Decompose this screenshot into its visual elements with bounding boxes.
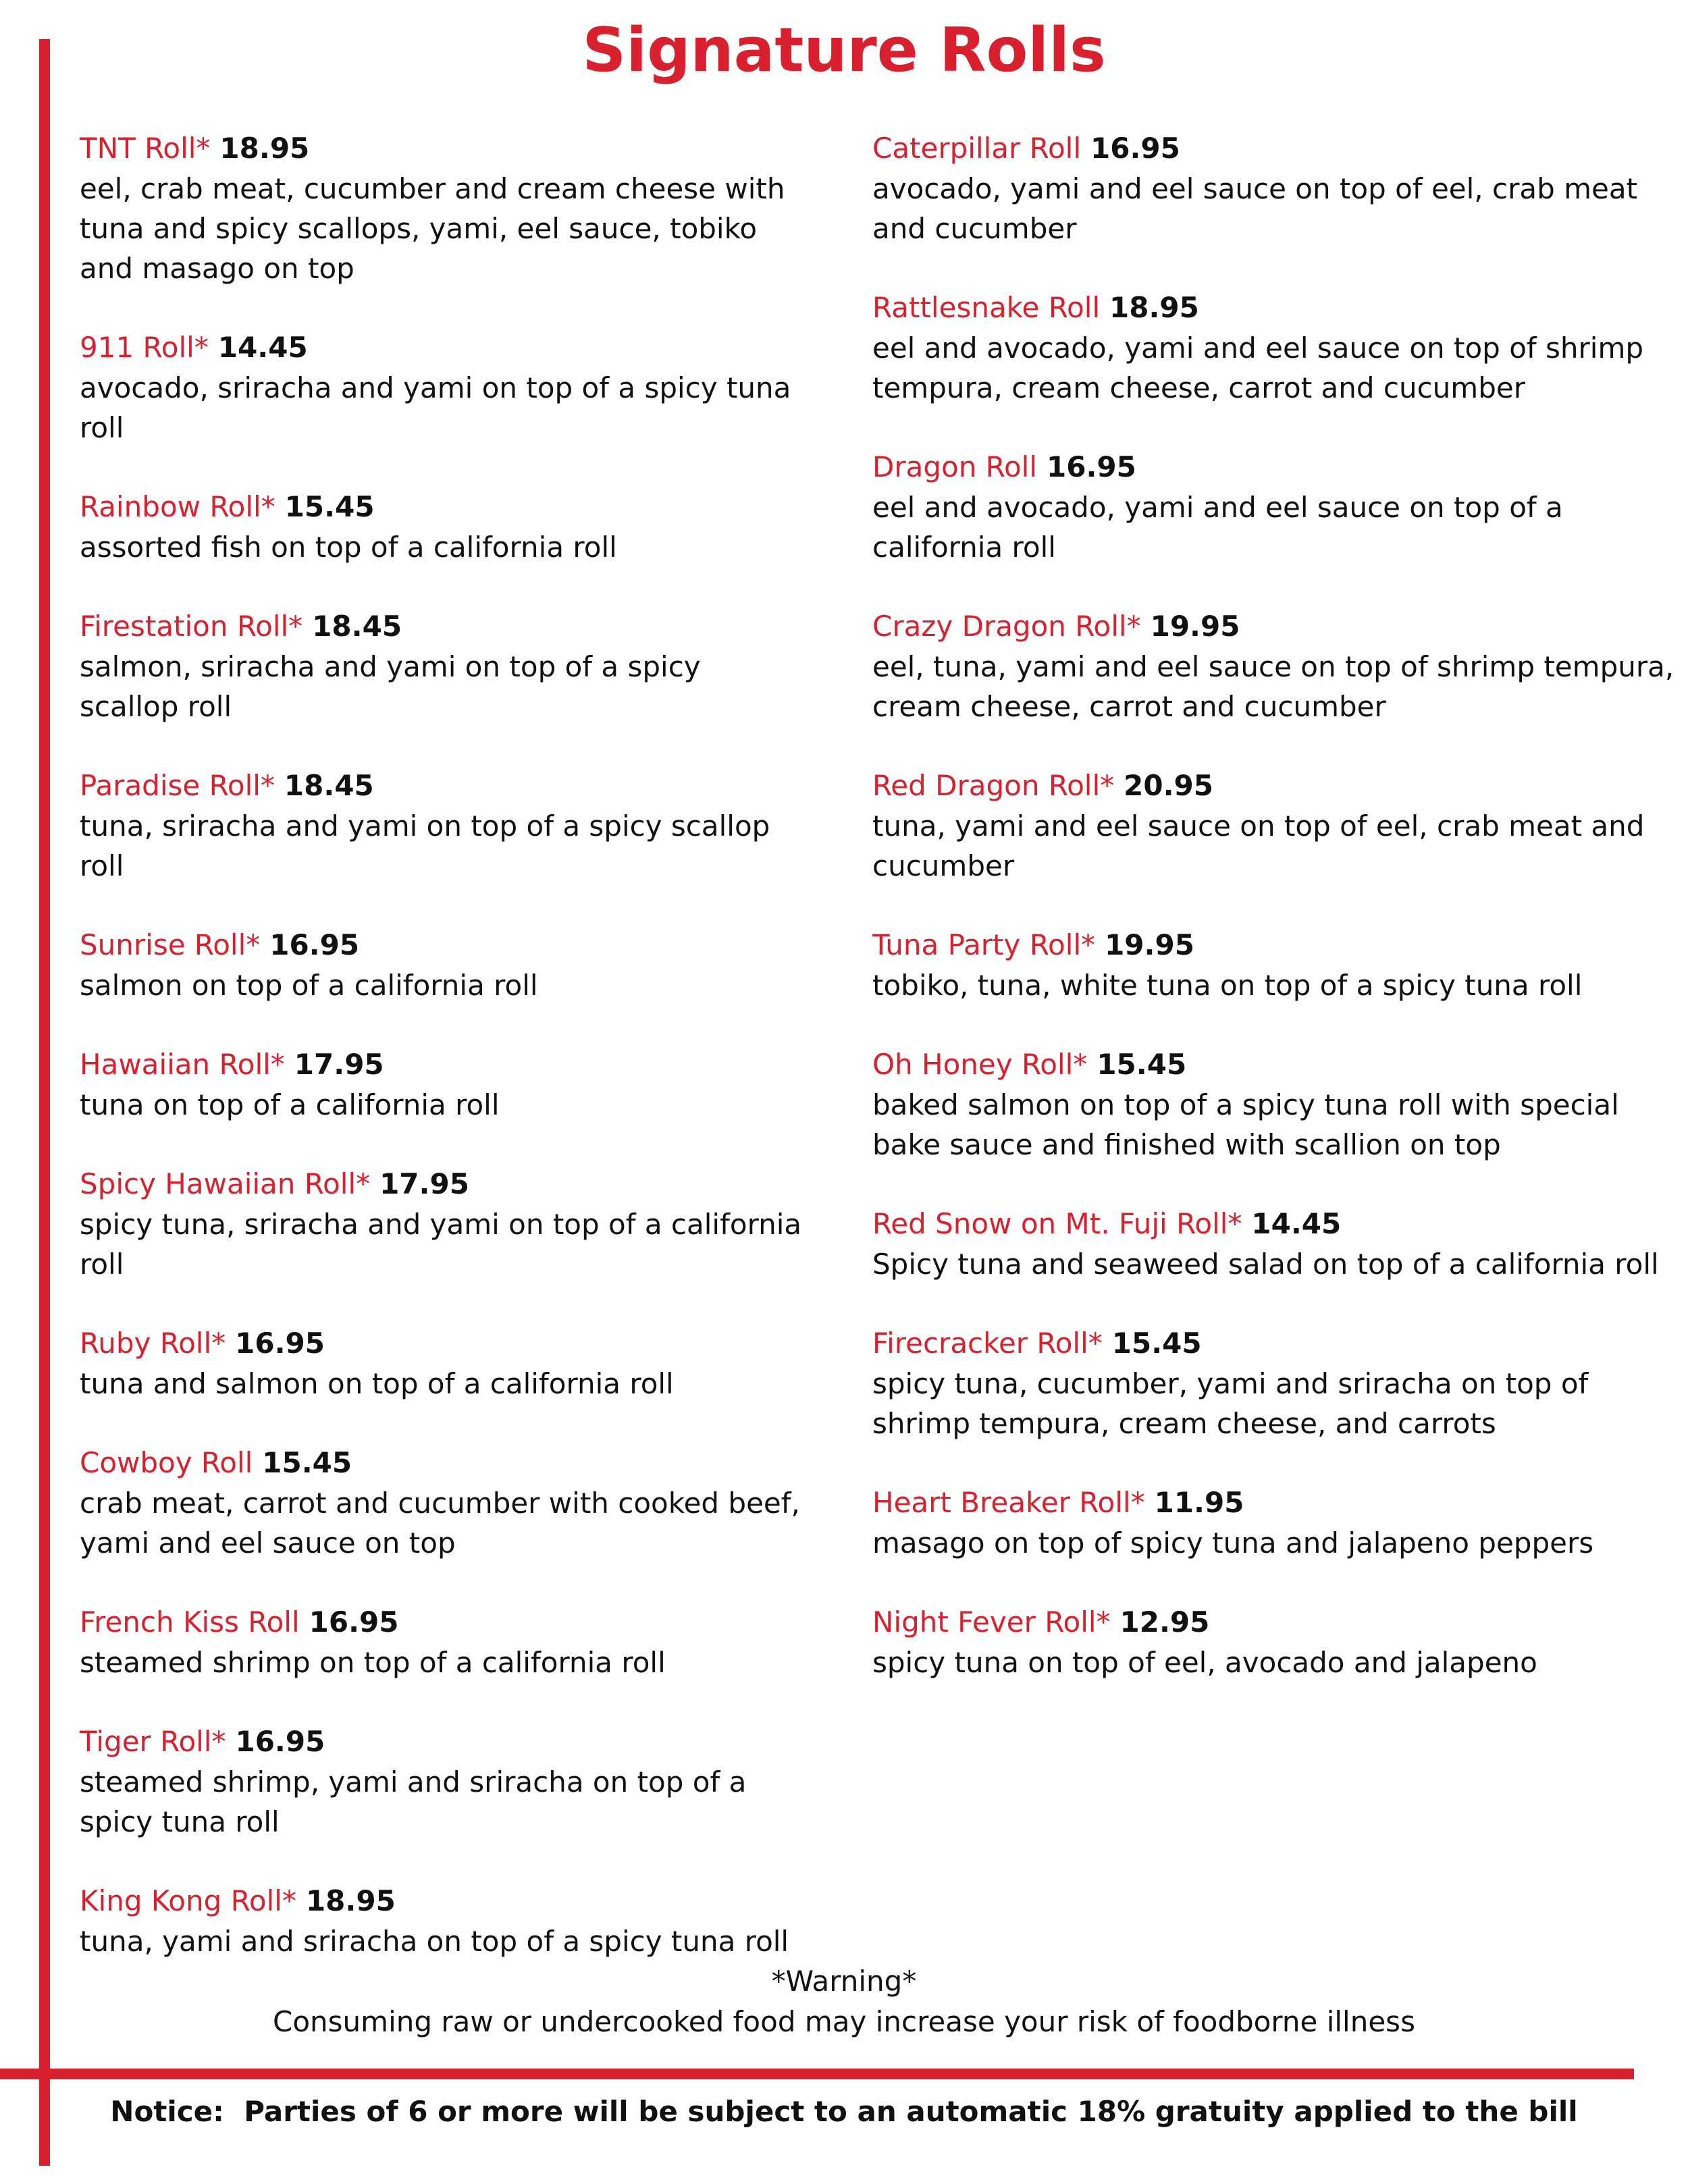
menu-item (872, 1204, 1676, 1284)
menu-item (872, 288, 1676, 408)
menu-item (872, 1602, 1676, 1682)
item-name: TNT Roll* (80, 132, 211, 165)
item-price: 18.95 (219, 132, 310, 165)
menu-item (872, 447, 1676, 567)
item-name: Firecracker Roll* (872, 1327, 1103, 1360)
menu-item (80, 1602, 802, 1682)
menu-item (872, 1044, 1676, 1165)
item-description: tobiko, tuna, white tuna on top of a spicy tuna roll (872, 969, 1583, 1002)
food-safety-warning (0, 1961, 1688, 2042)
item-price: 16.95 (269, 928, 360, 961)
item-name: Paradise Roll* (80, 769, 275, 802)
item-name: Red Dragon Roll* (872, 769, 1115, 802)
item-description: eel and avocado, yami and eel sauce on top of a california roll (872, 491, 1563, 564)
menu-item (872, 1323, 1676, 1443)
menu-item (872, 1483, 1676, 1563)
item-description: spicy tuna, cucumber, yami and sriracha on top of shrimp tempura, cream cheese, and carrots (872, 1367, 1589, 1440)
item-description: tuna on top of a california roll (80, 1088, 500, 1121)
item-name: Firestation Roll* (80, 610, 303, 643)
item-name: Rattlesnake Roll (872, 291, 1101, 324)
item-name: Ruby Roll* (80, 1327, 226, 1360)
accent-vertical-rule (39, 39, 50, 2166)
menu-item (80, 1722, 802, 1842)
item-price: 15.45 (1111, 1327, 1202, 1360)
item-description: tuna, yami and eel sauce on top of eel, crab meat and cucumber (872, 809, 1645, 882)
menu-item (872, 766, 1676, 886)
accent-horizontal-rule (0, 2069, 1634, 2079)
menu-item (80, 327, 802, 448)
item-description: steamed shrimp on top of a california roll (80, 1646, 666, 1679)
item-price: 11.95 (1154, 1486, 1244, 1519)
item-price: 19.95 (1150, 610, 1240, 643)
item-name: Crazy Dragon Roll* (872, 610, 1141, 643)
item-description: baked salmon on top of a spicy tuna roll with special bake sauce and finished with scallion on top (872, 1088, 1619, 1161)
item-description: crab meat, carrot and cucumber with cooked beef, yami and eel sauce on top (80, 1487, 800, 1560)
item-description: masago on top of spicy tuna and jalapeno peppers (872, 1526, 1594, 1560)
item-price: 15.45 (284, 490, 375, 523)
item-name: Hawaiian Roll* (80, 1048, 285, 1081)
menu-item (80, 1443, 802, 1563)
item-name: Dragon Roll (872, 450, 1038, 483)
item-price: 16.95 (1047, 450, 1136, 483)
item-price: 19.95 (1105, 928, 1194, 961)
item-name: Tiger Roll* (80, 1725, 226, 1758)
item-name: Cowboy Roll (80, 1446, 253, 1479)
menu-item (80, 128, 802, 288)
item-price: 16.95 (235, 1327, 325, 1360)
item-description: assorted fish on top of a california roll (80, 531, 617, 564)
menu-item (80, 487, 802, 567)
item-price: 17.95 (294, 1048, 384, 1081)
item-name: 911 Roll* (80, 331, 209, 364)
item-price: 16.95 (1090, 132, 1180, 165)
item-description: tuna, yami and sriracha on top of a spicy tuna roll (80, 1925, 789, 1958)
item-description: tuna and salmon on top of a california roll (80, 1367, 674, 1400)
item-description: avocado, sriracha and yami on top of a spicy tuna roll (80, 371, 791, 444)
item-price: 15.45 (1097, 1048, 1187, 1081)
item-price: 18.95 (1109, 291, 1199, 324)
menu-item (80, 925, 802, 1005)
item-name: Sunrise Roll* (80, 928, 261, 961)
gratuity-notice: Notice: Parties of 6 or more will be subject to an automatic 18% gratuity applied to the bill (110, 2095, 1578, 2128)
item-name: Rainbow Roll* (80, 490, 275, 523)
item-name: Heart Breaker Roll* (872, 1486, 1145, 1519)
menu-item (872, 606, 1676, 726)
item-price: 14.45 (217, 331, 308, 364)
item-name: French Kiss Roll (80, 1605, 300, 1639)
item-name: Oh Honey Roll* (872, 1048, 1088, 1081)
item-price: 20.95 (1124, 769, 1214, 802)
menu-column-right (872, 128, 1676, 1722)
item-price: 14.45 (1251, 1207, 1342, 1240)
item-description: salmon, sriracha and yami on top of a spicy scallop roll (80, 650, 701, 723)
menu-item (80, 606, 802, 726)
item-price: 12.95 (1119, 1605, 1210, 1639)
item-description: tuna, sriracha and yami on top of a spicy scallop roll (80, 809, 770, 882)
item-price: 18.45 (284, 769, 374, 802)
warning-text: Consuming raw or undercooked food may increase your risk of foodborne illness (273, 2005, 1415, 2038)
item-description: Spicy tuna and seaweed salad on top of a california roll (872, 1248, 1659, 1281)
item-name: Night Fever Roll* (872, 1605, 1111, 1639)
menu-item (80, 1044, 802, 1125)
item-description: salmon on top of a california roll (80, 969, 538, 1002)
warning-heading: *Warning* (771, 1965, 917, 1998)
item-price: 17.95 (379, 1167, 469, 1200)
item-description: eel and avocado, yami and eel sauce on top of shrimp tempura, cream cheese, carrot and cucumber (872, 331, 1644, 404)
menu-item (872, 128, 1676, 248)
item-name: Red Snow on Mt. Fuji Roll* (872, 1207, 1242, 1240)
menu-column-left (80, 128, 802, 2000)
item-name: King Kong Roll* (80, 1884, 296, 1917)
item-price: 18.95 (305, 1884, 396, 1917)
page-title: Signature Rolls (582, 15, 1106, 86)
menu-item (80, 1164, 802, 1284)
item-description: spicy tuna, sriracha and yami on top of a california roll (80, 1208, 802, 1281)
item-description: steamed shrimp, yami and sriracha on top of a spicy tuna roll (80, 1765, 747, 1838)
item-price: 15.45 (262, 1446, 352, 1479)
item-description: spicy tuna on top of eel, avocado and jalapeno (872, 1646, 1537, 1679)
menu-item (872, 925, 1676, 1005)
menu-item (80, 766, 802, 886)
item-price: 16.95 (309, 1605, 399, 1639)
item-name: Spicy Hawaiian Roll* (80, 1167, 371, 1200)
item-name: Caterpillar Roll (872, 132, 1081, 165)
item-price: 18.45 (312, 610, 402, 643)
item-description: avocado, yami and eel sauce on top of eel, crab meat and cucumber (872, 172, 1638, 245)
item-name: Tuna Party Roll* (872, 928, 1096, 961)
item-description: eel, crab meat, cucumber and cream cheese with tuna and spicy scallops, yami, eel sauce, tobiko and masago on top (80, 172, 785, 285)
menu-item (80, 1323, 802, 1404)
menu-item (80, 1881, 802, 1961)
item-price: 16.95 (235, 1725, 325, 1758)
item-description: eel, tuna, yami and eel sauce on top of shrimp tempura, cream cheese, carrot and cucumber (872, 650, 1674, 723)
